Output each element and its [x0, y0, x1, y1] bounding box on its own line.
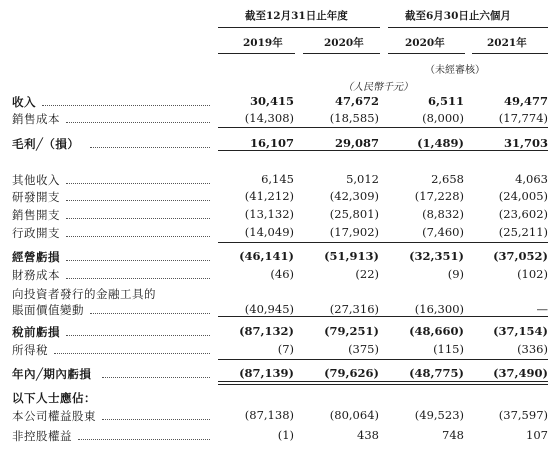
- row-label: 財務成本: [12, 268, 60, 282]
- row-value: (48,660): [409, 324, 464, 338]
- rule-after-income-tax: [218, 359, 548, 360]
- row-value: (37,490): [493, 366, 548, 380]
- row-label: 向投資者發行的金融工具的: [12, 287, 156, 301]
- row-value: (27,316): [329, 302, 379, 316]
- period-header-december: 截至12月31日止年度: [245, 10, 348, 22]
- row-leader-dots: [66, 260, 210, 261]
- row-value: (79,626): [324, 366, 379, 380]
- row-value: (375): [348, 342, 379, 356]
- row-leader-dots: [42, 105, 210, 106]
- row-value: 6,145: [261, 172, 294, 186]
- row-value: (37,597): [498, 408, 548, 422]
- currency-unit-note: （人民幣千元）: [343, 82, 413, 93]
- row-leader-dots: [66, 200, 210, 201]
- row-value: 5,012: [346, 172, 379, 186]
- row-value: (18,585): [329, 111, 379, 125]
- row-value: (25,801): [329, 207, 379, 221]
- row-value: (22): [355, 267, 379, 281]
- row-value: (16,300): [414, 302, 464, 316]
- row-value: 748: [442, 428, 464, 442]
- row-value: (17,774): [498, 111, 548, 125]
- row-value: (102): [517, 267, 548, 281]
- row-leader-dots: [90, 313, 210, 314]
- row-value: 16,107: [249, 136, 294, 150]
- row-value: (79,251): [324, 324, 379, 338]
- row-label: 以下人士應佔：: [12, 391, 96, 405]
- row-value: (87,139): [239, 366, 294, 380]
- row-value: (1,489): [417, 136, 464, 150]
- period-header-june: 截至6月30日止六個月: [405, 10, 511, 22]
- row-leader-dots: [102, 377, 210, 378]
- row-label: 本公司權益股東: [12, 409, 96, 423]
- year-header-2019: 2019年: [243, 37, 283, 49]
- row-label: 其他收入: [12, 173, 60, 187]
- row-value: (8,000): [422, 111, 464, 125]
- row-value: 30,415: [249, 94, 294, 108]
- row-value: (32,351): [409, 249, 464, 263]
- row-value: (46): [270, 267, 294, 281]
- row-value: 2,658: [431, 172, 464, 186]
- period-rule-june: [388, 27, 548, 28]
- row-label: 賬面價值變動: [12, 303, 84, 317]
- row-value: (41,212): [244, 189, 294, 203]
- row-leader-dots: [66, 236, 210, 237]
- row-leader-dots: [66, 122, 210, 123]
- row-leader-dots: [66, 183, 210, 184]
- row-value: (42,309): [329, 189, 379, 203]
- rule-after-gross-profit: [218, 150, 548, 151]
- row-value: (7,460): [422, 225, 464, 239]
- year-header-2020-h1: 2020年: [405, 37, 445, 49]
- row-leader-dots: [90, 147, 210, 148]
- unaudited-note: （未經審核）: [425, 65, 485, 76]
- year-rule-2019: [218, 53, 295, 54]
- year-rule-2020: [303, 53, 380, 54]
- row-label: 研發開支: [12, 190, 60, 204]
- year-rule-2020-h1: [388, 53, 465, 54]
- row-label: 稅前虧損: [12, 325, 60, 339]
- row-label: 銷售開支: [12, 208, 60, 222]
- row-value: 438: [357, 428, 379, 442]
- row-leader-dots: [66, 278, 210, 279]
- row-leader-dots: [54, 353, 210, 354]
- row-leader-dots: [78, 439, 210, 440]
- year-rule-2021-h1: [472, 53, 548, 54]
- row-value: (8,832): [422, 207, 464, 221]
- row-value: (25,211): [498, 225, 548, 239]
- period-rule-december: [218, 27, 380, 28]
- row-label: 經營虧損: [12, 250, 60, 264]
- row-value: 6,511: [427, 94, 464, 108]
- row-value: 47,672: [334, 94, 379, 108]
- row-value: 31,703: [503, 136, 548, 150]
- row-value: (17,902): [329, 225, 379, 239]
- row-value: (48,775): [409, 366, 464, 380]
- row-value: 49,477: [503, 94, 548, 108]
- row-label: 年內╱期內虧損: [12, 367, 92, 381]
- rule-after-fv-change: [218, 316, 548, 317]
- row-value: 29,087: [334, 136, 379, 150]
- row-value: (40,945): [244, 302, 294, 316]
- row-label: 行政開支: [12, 226, 60, 240]
- row-leader-dots: [66, 218, 210, 219]
- row-value: (87,138): [244, 408, 294, 422]
- row-value: (23,602): [498, 207, 548, 221]
- year-header-2020: 2020年: [324, 37, 364, 49]
- row-value: (80,064): [329, 408, 379, 422]
- row-value: (37,154): [493, 324, 548, 338]
- row-label: 收入: [12, 95, 36, 109]
- row-value: (51,913): [324, 249, 379, 263]
- row-label: 毛利╱（損）: [12, 137, 80, 151]
- row-value: (17,228): [414, 189, 464, 203]
- row-value: (9): [447, 267, 464, 281]
- rule-after-cost-of-sales: [218, 127, 548, 128]
- row-value: (37,052): [493, 249, 548, 263]
- row-label: 所得稅: [12, 343, 48, 357]
- row-value: —: [536, 302, 548, 316]
- row-value: (13,132): [244, 207, 294, 221]
- rule-after-admin-expenses: [218, 242, 548, 243]
- year-header-2021-h1: 2021年: [487, 37, 527, 49]
- row-value: 107: [526, 428, 548, 442]
- row-value: (115): [433, 342, 464, 356]
- row-value: (49,523): [414, 408, 464, 422]
- row-label: 銷售成本: [12, 112, 60, 126]
- row-label: 非控股權益: [12, 429, 72, 443]
- row-value: (24,005): [498, 189, 548, 203]
- row-value: (14,049): [244, 225, 294, 239]
- row-value: (46,141): [239, 249, 294, 263]
- row-value: (87,132): [239, 324, 294, 338]
- row-value: (1): [277, 428, 294, 442]
- row-value: (14,308): [244, 111, 294, 125]
- row-leader-dots: [102, 419, 210, 420]
- row-value: (336): [517, 342, 548, 356]
- row-value: (7): [277, 342, 294, 356]
- row-value: 4,063: [515, 172, 548, 186]
- rule-after-loss-for-period: [218, 381, 548, 382]
- rule-after-loss-for-period-2: [218, 384, 548, 385]
- row-leader-dots: [66, 335, 210, 336]
